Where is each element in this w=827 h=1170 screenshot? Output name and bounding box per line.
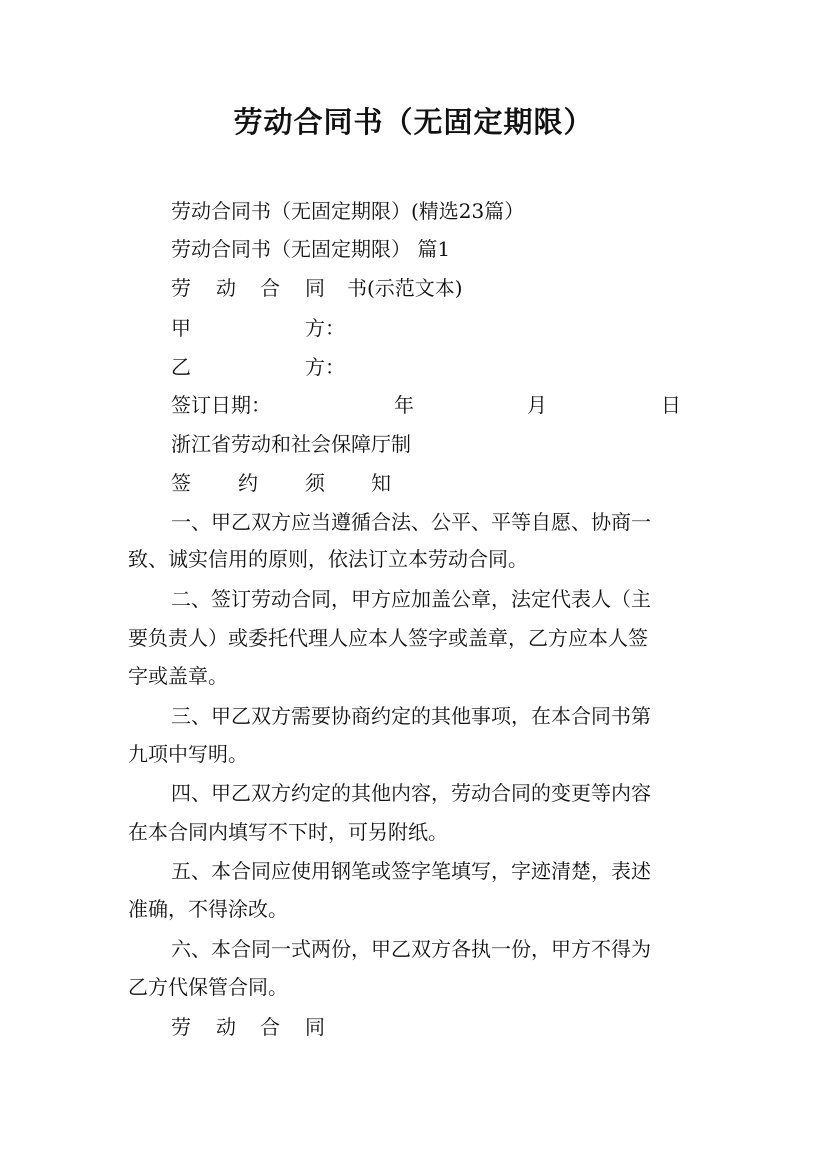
paragraph-6-line-2: 乙方代保管合同。 <box>128 975 288 999</box>
paragraph-2-line-2: 要负责人）或委托代理人应本人签字或盖章，乙方应本人签 <box>128 626 648 650</box>
notice-char: 约 <box>238 471 258 495</box>
chapter-heading: 劳动合同书（无固定期限） 篇1 <box>171 237 451 261</box>
month-label: 月 <box>527 393 547 417</box>
year-label: 年 <box>394 393 414 417</box>
paragraph-6-line-1: 六、本合同一式两份，甲乙双方各执一份，甲方不得为 <box>171 937 651 961</box>
day-label: 日 <box>661 393 681 417</box>
paragraph-1-line-2: 致、诚实信用的原则，依法订立本劳动合同。 <box>128 547 528 571</box>
paragraph-4-line-1: 四、甲乙双方约定的其他内容，劳动合同的变更等内容 <box>171 781 651 805</box>
heading-char: 动 <box>216 276 236 300</box>
paragraph-3-line-2: 九项中写明。 <box>128 742 248 766</box>
notice-char: 知 <box>371 471 391 495</box>
paragraph-3-line-1: 三、甲乙双方需要协商约定的其他事项，在本合同书第 <box>171 704 651 728</box>
paragraph-5-line-1: 五、本合同应使用钢笔或签字笔填写，字迹清楚，表述 <box>171 859 651 883</box>
party-a-suffix: 方： <box>305 316 345 340</box>
footer-char: 动 <box>216 1015 236 1039</box>
paragraph-5-line-2: 准确，不得涂改。 <box>128 897 288 921</box>
sign-date-label: 签订日期： <box>171 393 271 417</box>
party-a-label: 甲 <box>171 316 191 340</box>
paragraph-1-line-1: 一、甲乙双方应当遵循合法、公平、平等自愿、协商一 <box>171 510 651 534</box>
heading-char: 劳 <box>171 276 191 300</box>
footer-char: 同 <box>305 1015 325 1039</box>
paragraph-2-line-1: 二、签订劳动合同，甲方应加盖公章，法定代表人（主 <box>171 587 651 611</box>
notice-char: 签 <box>171 471 191 495</box>
document-title: 劳动合同书（无固定期限） <box>233 105 594 139</box>
heading-char: 同 <box>305 276 325 300</box>
paragraph-2-line-3: 字或盖章。 <box>128 664 228 688</box>
footer-char: 合 <box>260 1015 280 1039</box>
heading-char: 书(示范文本) <box>347 276 463 300</box>
party-b-suffix: 方： <box>305 355 345 379</box>
heading-char: 合 <box>260 276 280 300</box>
footer-char: 劳 <box>171 1015 191 1039</box>
paragraph-4-line-2: 在本合同内填写不下时，可另附纸。 <box>128 820 448 844</box>
notice-char: 须 <box>305 471 325 495</box>
issuer: 浙江省劳动和社会保障厅制 <box>171 432 411 456</box>
subtitle: 劳动合同书（无固定期限）(精选23篇） <box>171 199 525 223</box>
party-b-label: 乙 <box>171 355 191 379</box>
